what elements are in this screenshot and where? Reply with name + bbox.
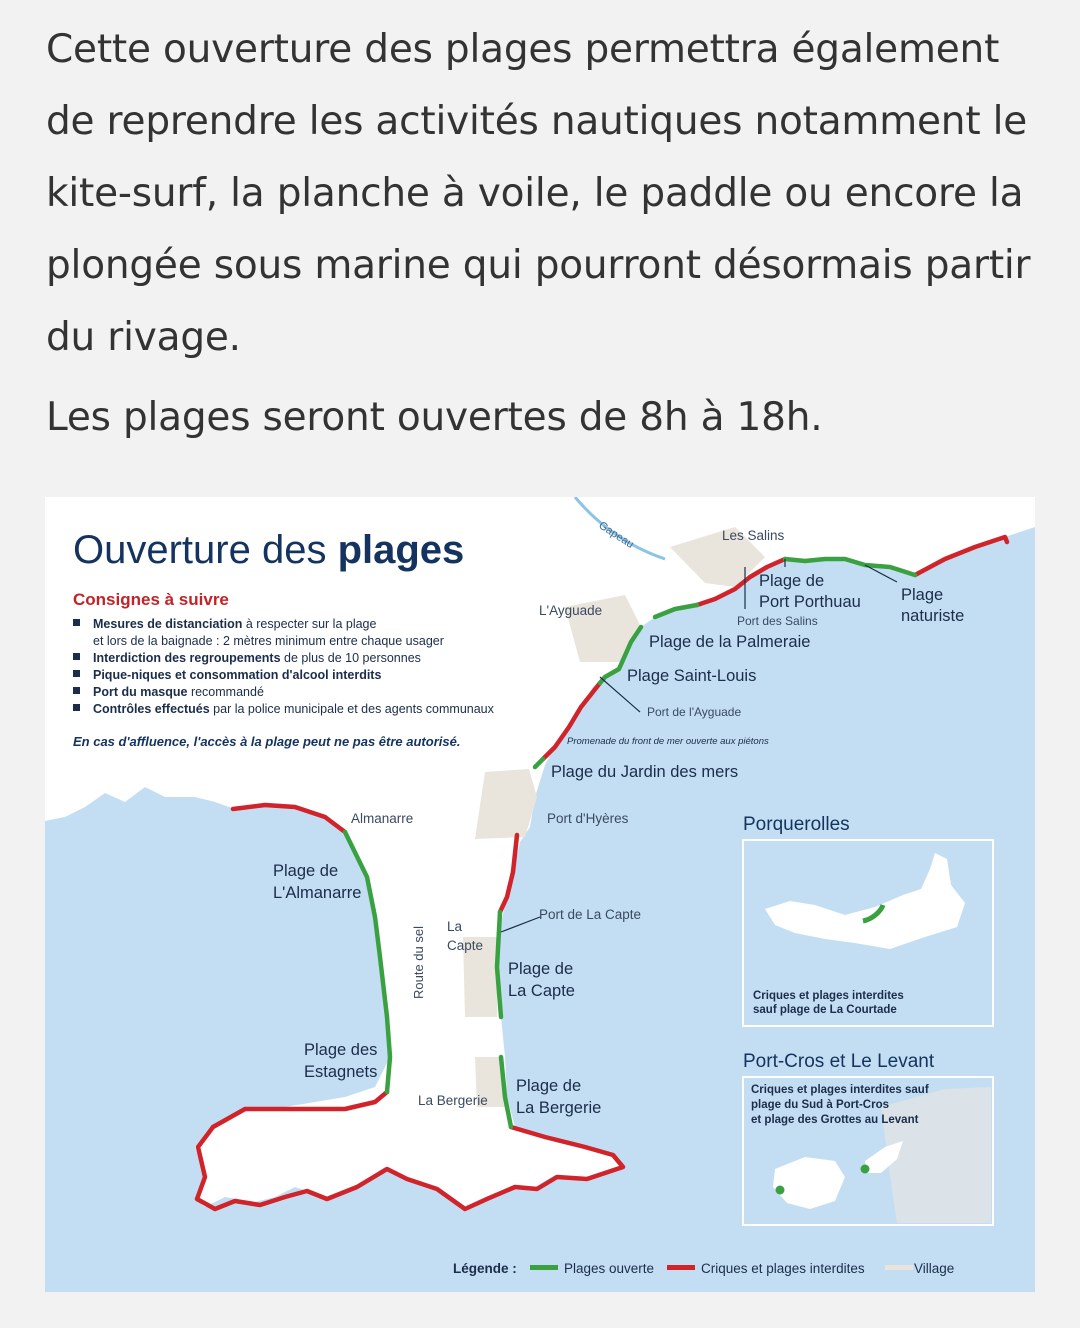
portcros-title: Port-Cros et Le Levant [743,1051,935,1072]
legend-label: Légende : [453,1261,517,1276]
porquerolles-title: Porquerolles [743,814,850,835]
plage-des-grottes-marker [861,1165,870,1174]
beach-label: Plage [901,586,944,604]
label-layguade: L'Ayguade [539,603,603,618]
label-la-capte-1: La [447,919,463,934]
legend-open-swatch [530,1265,558,1270]
beach-label: Plage de [508,960,574,978]
porquerolles-note: Criques et plages interdites [753,990,904,1002]
legend-village: Village [914,1261,955,1276]
beach-label: Port Porthuau [759,593,861,611]
rule-item: Contrôles effectués par la police municipale et des agents communaux [93,702,494,716]
legend-closed: Criques et plages interdites [701,1261,865,1276]
legend-open: Plages ouverte [564,1261,655,1276]
beach-label: Plage du Jardin des mers [551,763,739,781]
rule-item: Interdiction des regroupements de plus de 10 personnes [93,651,421,665]
legend-village-swatch [885,1265,913,1270]
label-route-du-sel: Route du sel [411,926,426,999]
rule-item: Mesures de distanciation à respecter sur la plage [93,617,377,631]
portcros-note: Criques et plages interdites sauf [751,1084,929,1096]
rule-item: et lors de la baignade : 2 mètres minimum entre chaque usager [93,634,444,648]
legend-closed-swatch [667,1265,695,1270]
rules-heading: Consignes à suivre [73,590,229,609]
label-la-capte-2: Capte [447,938,484,953]
beach-label: La Capte [508,982,575,1000]
article-paragraph: Cette ouverture des plages permettra également de reprendre les activités nautiques notamment le kite-surf, la planche à voile, le paddle ou encore la plongée sous marine qui pourront désormais partir du rivage. [46,27,1031,360]
map-title: Ouverture des plages [73,528,465,572]
beach-label: Plage de [273,862,339,880]
label-gapeau: Gapeau [596,519,636,551]
label-la-bergerie: La Bergerie [418,1093,488,1108]
rule-item: Pique-niques et consommation d'alcool interdits [93,668,382,682]
label-almanarre: Almanarre [351,811,414,826]
beach-map-infographic [45,497,1035,1292]
beach-label: L'Almanarre [273,884,362,902]
portcros-note: et plage des Grottes au Levant [751,1114,919,1126]
rule-item: Port du masque recommandé [93,685,264,699]
label-port-de-la-capte: Port de La Capte [539,907,642,922]
porquerolles-note: sauf plage de La Courtade [753,1004,897,1016]
map-svg [45,497,1035,1292]
affluence-note: En cas d'affluence, l'accès à la plage peut ne pas être autorisé. [73,734,461,749]
beach-label: Plage de [759,572,825,590]
label-port-de-layguade: Port de l'Ayguade [647,705,742,719]
beach-label: naturiste [901,607,965,625]
beach-label: La Bergerie [516,1099,602,1117]
label-port-dhyeres: Port d'Hyères [547,811,629,826]
beach-label: Plage des [304,1041,378,1059]
beach-label: Estagnets [304,1063,378,1081]
article-paragraph-hours: Les plages seront ouvertes de 8h à 18h. [46,395,823,440]
plage-du-sud-marker [776,1186,785,1195]
beach-label: Plage de [516,1077,582,1095]
label-les-salins: Les Salins [722,528,785,543]
portcros-note: plage du Sud à Port-Cros [751,1099,890,1111]
label-promenade: Promenade du front de mer ouverte aux piétons [567,736,769,747]
article-text [46,14,1046,454]
label-port-des-salins: Port des Salins [737,614,818,628]
beach-label: Plage Saint-Louis [627,667,757,685]
beach-label: Plage de la Palmeraie [649,633,811,651]
